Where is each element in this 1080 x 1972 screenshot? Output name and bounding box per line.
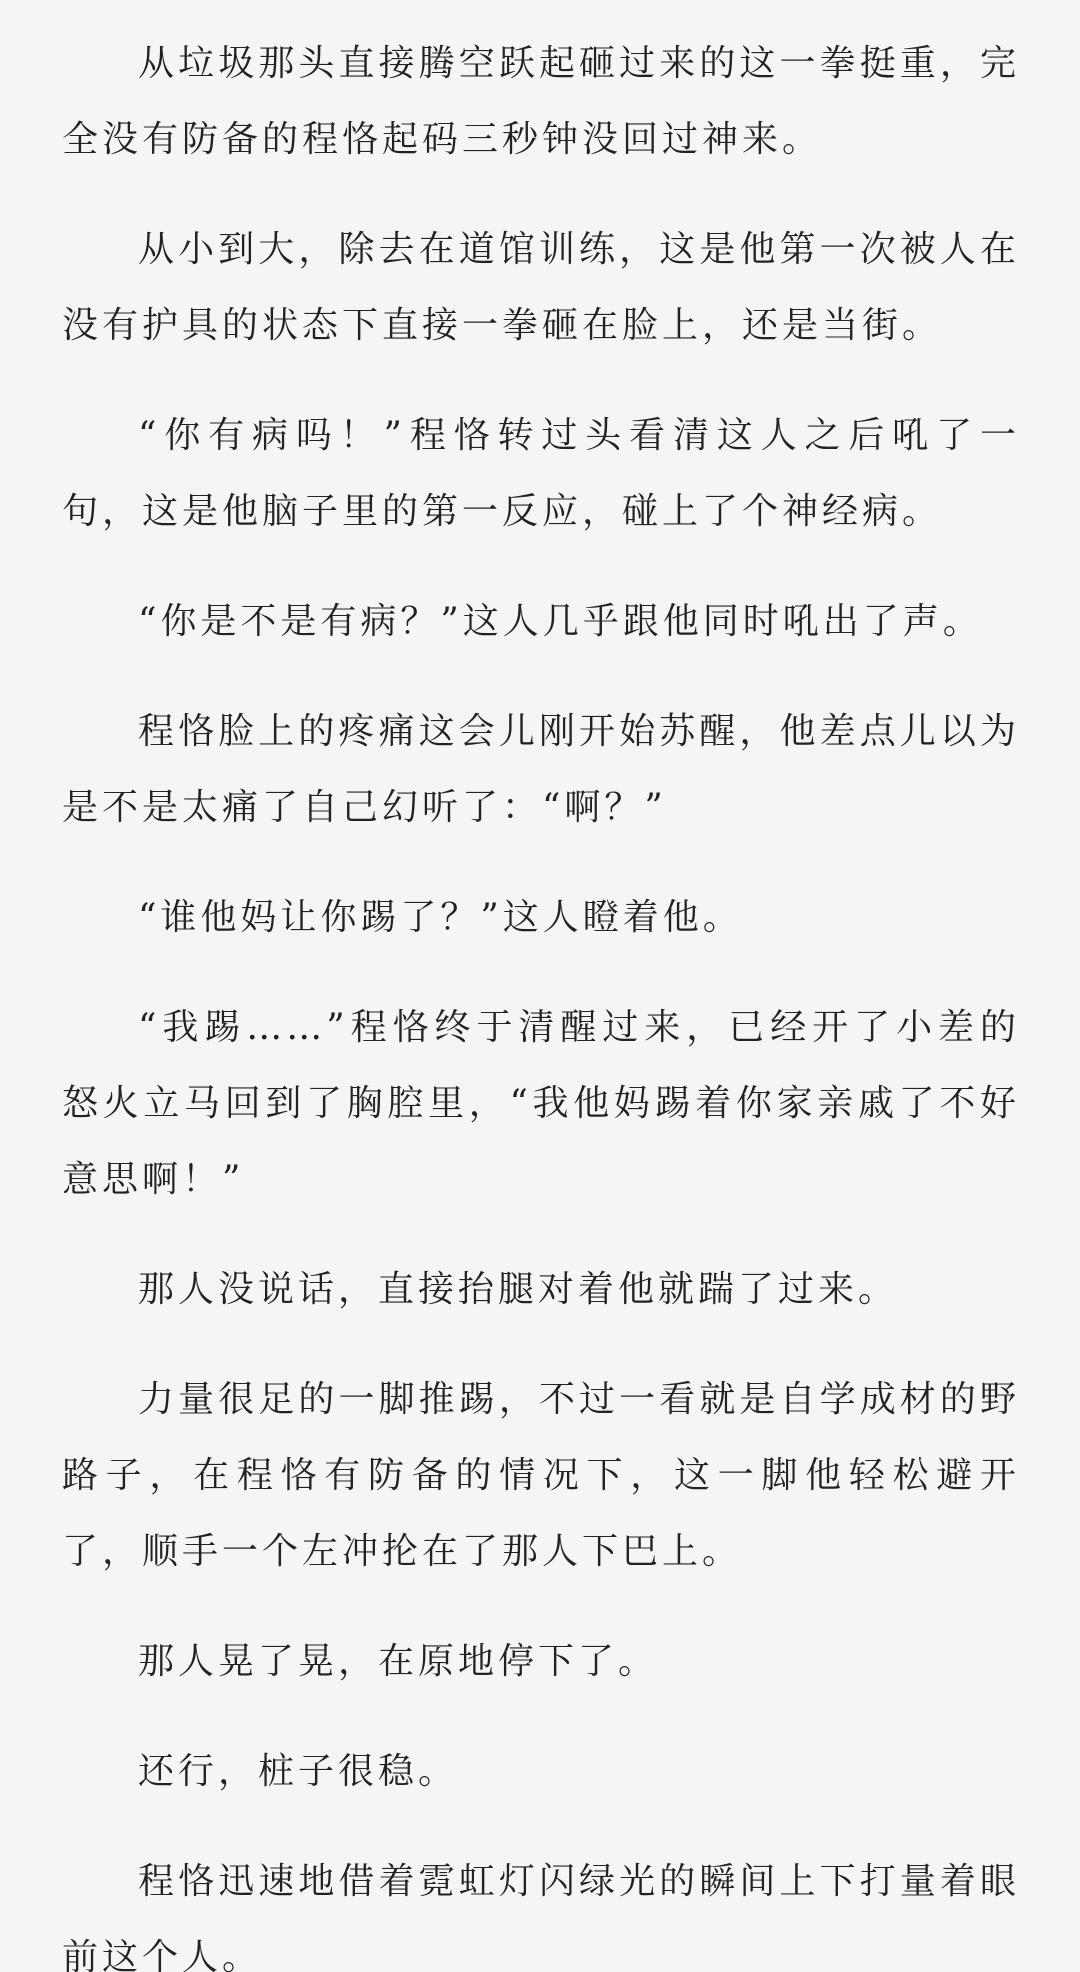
paragraph: 程恪迅速地借着霓虹灯闪绿光的瞬间上下打量着眼前这个人。 [62,1861,1020,1972]
paragraph: 还行，桩子很稳。 [138,1751,459,1792]
paragraph: “谁他妈让你踢了？”这人瞪着他。 [138,897,743,938]
paragraph: “你有病吗！”程恪转过头看清这人之后吼了一句，这是他脑子里的第一反应，碰上了个神经病。 [62,415,1020,532]
paragraph: 从小到大，除去在道馆训练，这是他第一次被人在没有护具的状态下直接一拳砸在脸上，还是当街。 [62,229,1020,346]
paragraph: 那人晃了晃，在原地停下了。 [138,1641,659,1682]
paragraph: 力量很足的一脚推踢，不过一看就是自学成材的野路子，在程恪有防备的情况下，这一脚他轻松避开了，顺手一个左冲抡在了那人下巴上。 [62,1379,1020,1572]
paragraph: “你是不是有病？”这人几乎跟他同时吼出了声。 [138,601,983,642]
chapter-text [62,26,1020,1972]
paragraph: 那人没说话，直接抬腿对着他就踹了过来。 [138,1269,899,1310]
paragraph: 从垃圾那头直接腾空跃起砸过来的这一拳挺重，完全没有防备的程恪起码三秒钟没回过神来。 [62,43,1020,160]
paragraph: “我踢……”程恪终于清醒过来，已经开了小差的怒火立马回到了胸腔里，“我他妈踢着你家亲戚了不好意思啊！” [62,1007,1020,1200]
paragraph: 程恪脸上的疼痛这会儿刚开始苏醒，他差点儿以为是不是太痛了自己幻听了：“啊？” [62,711,1020,828]
